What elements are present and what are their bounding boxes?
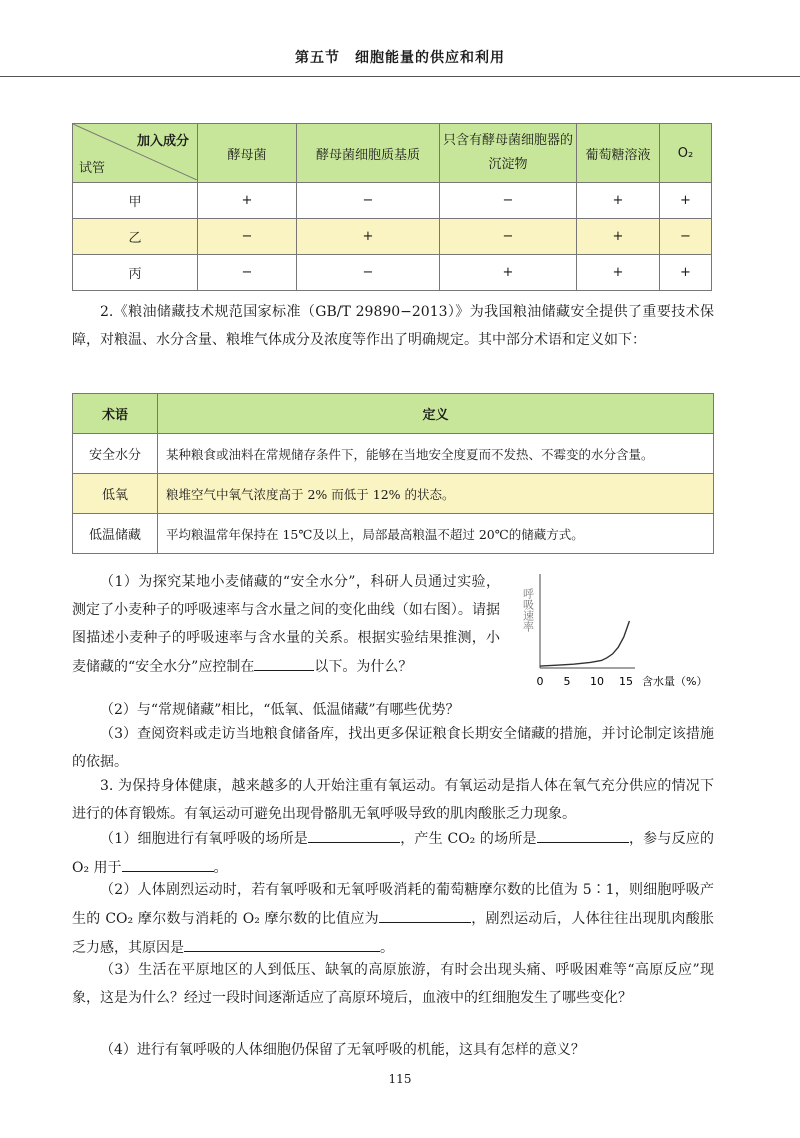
y-axis-label: 呼吸速率 bbox=[521, 588, 535, 632]
x-tick-label: 5 bbox=[563, 675, 571, 688]
q3-s1-text-c: ，参与反应的 O₂ 用于 bbox=[72, 831, 714, 876]
question-3-sub-2 bbox=[72, 876, 714, 962]
experiment-table bbox=[72, 123, 712, 291]
answer-blank bbox=[537, 824, 629, 843]
question-2-sub-1 bbox=[72, 568, 500, 681]
question-3-intro: 3. 为保持身体健康，越来越多的人开始注重有氧运动。有氧运动是指人体在氧气充分供应的情况下进行的体育锻炼。有氧运动可避免出现骨骼肌无氧呼吸导致的肌肉酸胀乏力现象。 bbox=[72, 778, 714, 822]
question-2-intro: 2.《粮油储藏技术规范国家标准（GB/T 29890−2013）》为我国粮油储藏安全提供了重要技术保障，对粮温、水分含量、粮堆气体成分及浓度等作出了明确规定。其中部分术语和定义如下： bbox=[72, 304, 714, 348]
definition-header: 定义 bbox=[158, 394, 714, 434]
x-axis-label: 含水量（%） bbox=[642, 675, 708, 688]
header-rule bbox=[0, 76, 800, 77]
answer-blank bbox=[184, 933, 380, 952]
question-2-sub-1-text: （1）为探究某地小麦储藏的“安全水分”，科研人员通过实验，测定了小麦种子的呼吸速率与含水量之间的变化曲线（如右图）。请据图描述小麦种子的呼吸速率与含水量的关系。根据实验结果推测，小麦储藏的“安全水分”应控制在 bbox=[72, 574, 500, 675]
question-2-sub-1-end: 以下。为什么？ bbox=[314, 659, 413, 675]
table-cell: + bbox=[577, 255, 660, 291]
column-header: 只含有酵母菌细胞器的沉淀物 bbox=[440, 124, 577, 183]
q3-s1-text-b: ，产生 CO₂ 的场所是 bbox=[400, 831, 537, 847]
question-3-sub-4: （4）进行有氧呼吸的人体细胞仍保留了无氧呼吸的机能，这具有怎样的意义？ bbox=[100, 1042, 585, 1058]
definition-cell: 粮堆空气中氧气浓度高于 2% 而低于 12% 的状态。 bbox=[158, 474, 714, 514]
term-header: 术语 bbox=[73, 394, 158, 434]
x-tick-label: 0 bbox=[536, 675, 544, 688]
question-2-sub-3: （3）查阅资料或走访当地粮食储备库，找出更多保证粮食长期安全储藏的措施，并讨论制定该措施的依据。 bbox=[72, 726, 714, 770]
column-header: O₂ bbox=[660, 124, 712, 183]
table-row bbox=[73, 255, 712, 291]
term-cell: 低氧 bbox=[73, 474, 158, 514]
answer-blank bbox=[122, 853, 214, 872]
q3-s1-text-d: 。 bbox=[213, 860, 228, 876]
term-cell: 低温储藏 bbox=[73, 514, 158, 554]
table-row bbox=[73, 514, 714, 554]
column-header: 酵母菌 bbox=[198, 124, 297, 183]
table-cell: + bbox=[297, 219, 440, 255]
table-cell: − bbox=[198, 255, 297, 291]
table-cell: + bbox=[440, 255, 577, 291]
q3-s2-text-c: 。 bbox=[380, 940, 394, 956]
respiration-rate-graph bbox=[510, 568, 710, 698]
question-2-sub-2: （2）与“常规储藏”相比，“低氧、低温储藏”有哪些优势？ bbox=[100, 702, 460, 718]
corner-top-label: 加入成分 bbox=[136, 134, 189, 149]
table-cell: + bbox=[577, 183, 660, 219]
table-row bbox=[73, 219, 712, 255]
question-3-sub-1 bbox=[72, 824, 714, 882]
table-row bbox=[73, 434, 714, 474]
page-header-title: 第五节 细胞能量的供应和利用 bbox=[295, 50, 505, 66]
column-header: 酵母菌细胞质基质 bbox=[297, 124, 440, 183]
question-3-sub-3: （3）生活在平原地区的人到低压、缺氧的高原旅游，有时会出现头痛、呼吸困难等“高原反应”现象，这是为什么？经过一段时间逐渐适应了高原环境后，血液中的红细胞发生了哪些变化？ bbox=[72, 962, 714, 1006]
row-label: 丙 bbox=[73, 255, 198, 291]
graph-y-label bbox=[522, 588, 535, 632]
table-cell: + bbox=[198, 183, 297, 219]
q3-s2-text-a: （2）人体剧烈运动时，若有氧呼吸和无氧呼吸消耗的葡萄糖摩尔数的比值为 5∶1，则细胞呼吸产生的 CO₂ 摩尔数与消耗的 O₂ 摩尔数的比值应为 bbox=[72, 882, 714, 927]
table-cell: − bbox=[440, 183, 577, 219]
table-cell: − bbox=[440, 219, 577, 255]
column-header: 葡萄糖溶液 bbox=[577, 124, 660, 183]
table-row bbox=[73, 474, 714, 514]
answer-blank bbox=[254, 652, 314, 671]
q3-s1-text-a: （1）细胞进行有氧呼吸的场所是 bbox=[100, 831, 308, 847]
table-corner-cell bbox=[73, 124, 198, 183]
page-number: 115 bbox=[388, 1072, 412, 1086]
term-cell: 安全水分 bbox=[73, 434, 158, 474]
definition-cell: 某种粮食或油料在常规储存条件下，能够在当地安全度夏而不发热、不霉变的水分含量。 bbox=[158, 434, 714, 474]
corner-bottom-label: 试管 bbox=[79, 161, 106, 176]
x-tick-label: 10 bbox=[590, 675, 604, 688]
table-cell: + bbox=[577, 219, 660, 255]
row-label: 甲 bbox=[73, 183, 198, 219]
table-cell: − bbox=[198, 219, 297, 255]
table-cell: − bbox=[297, 255, 440, 291]
definition-cell: 平均粮温常年保持在 15℃及以上，局部最高粮温不超过 20℃的储藏方式。 bbox=[158, 514, 714, 554]
row-label: 乙 bbox=[73, 219, 198, 255]
terms-definition-table bbox=[72, 393, 714, 554]
x-tick-label: 15 bbox=[619, 675, 633, 688]
table-cell: − bbox=[297, 183, 440, 219]
table-cell: + bbox=[660, 183, 712, 219]
table-row bbox=[73, 183, 712, 219]
table-cell: + bbox=[660, 255, 712, 291]
answer-blank bbox=[308, 824, 400, 843]
respiration-curve bbox=[540, 621, 629, 666]
answer-blank bbox=[379, 904, 471, 923]
table-cell: − bbox=[660, 219, 712, 255]
q3-s2-text-b: ，剧烈运动后，人体往往出现肌肉酸胀乏力感，其原因是 bbox=[72, 911, 714, 956]
